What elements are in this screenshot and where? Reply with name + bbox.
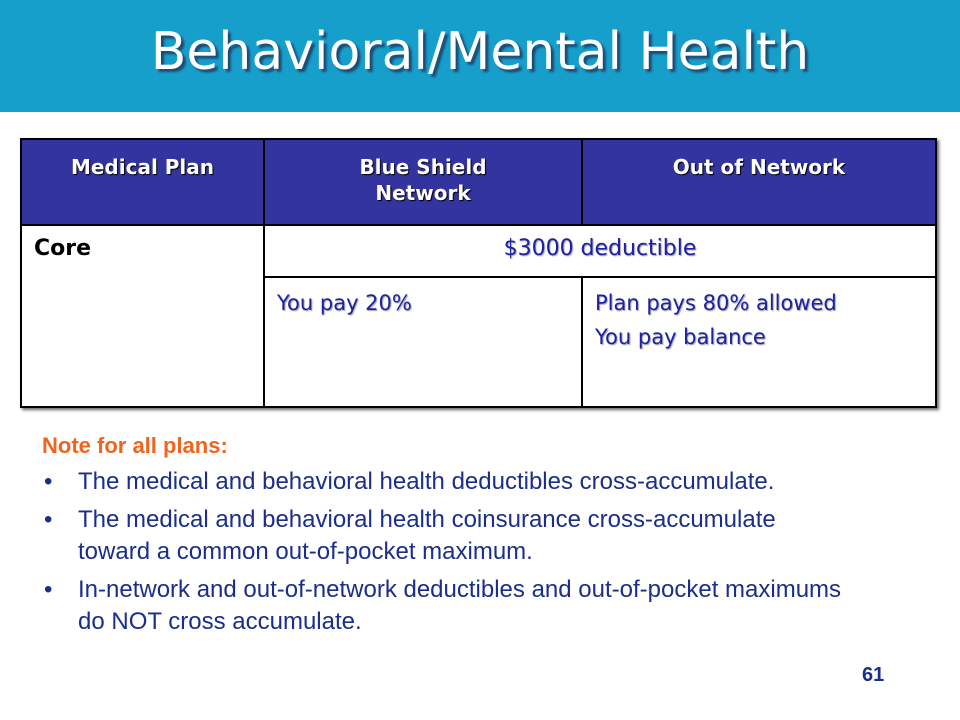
list-item <box>42 466 842 498</box>
oon-plan-pays-text: Plan pays 80% allowed <box>595 291 837 315</box>
bullet-icon: • <box>44 576 53 603</box>
oon-you-pay-text: You pay balance <box>595 325 766 349</box>
deductible-cell: $3000 deductible <box>264 225 936 277</box>
table-row <box>21 225 936 277</box>
header-blue-shield-network: Blue Shield Network <box>264 139 582 225</box>
notes-heading: Note for all plans: <box>42 433 228 458</box>
benefits-table <box>20 138 937 408</box>
header-medical-plan: Medical Plan <box>21 139 264 225</box>
page-number: 61 <box>862 664 885 686</box>
title-banner <box>0 0 960 112</box>
table-header-row <box>21 139 936 225</box>
notes-section <box>42 430 842 644</box>
bullet-icon: • <box>44 506 53 533</box>
slide-title: Behavioral/Mental Health <box>150 22 810 82</box>
note-text: In-network and out-of-network deductibles and out-of-pocket maximums do NOT cross accumulate. <box>78 576 842 635</box>
plan-name-cell: Core <box>21 225 264 407</box>
network-coinsurance-cell <box>264 277 582 407</box>
note-text: The medical and behavioral health deductibles cross-accumulate. <box>78 468 775 495</box>
list-item <box>42 574 842 638</box>
header-out-of-network: Out of Network <box>582 139 936 225</box>
bullet-icon: • <box>44 468 53 495</box>
note-text: The medical and behavioral health coinsurance cross-accumulate toward a common out-of-pocket maximum. <box>78 506 776 565</box>
oon-coinsurance-cell <box>582 277 936 407</box>
list-item <box>42 504 842 568</box>
network-pay-text: You pay 20% <box>277 291 412 315</box>
